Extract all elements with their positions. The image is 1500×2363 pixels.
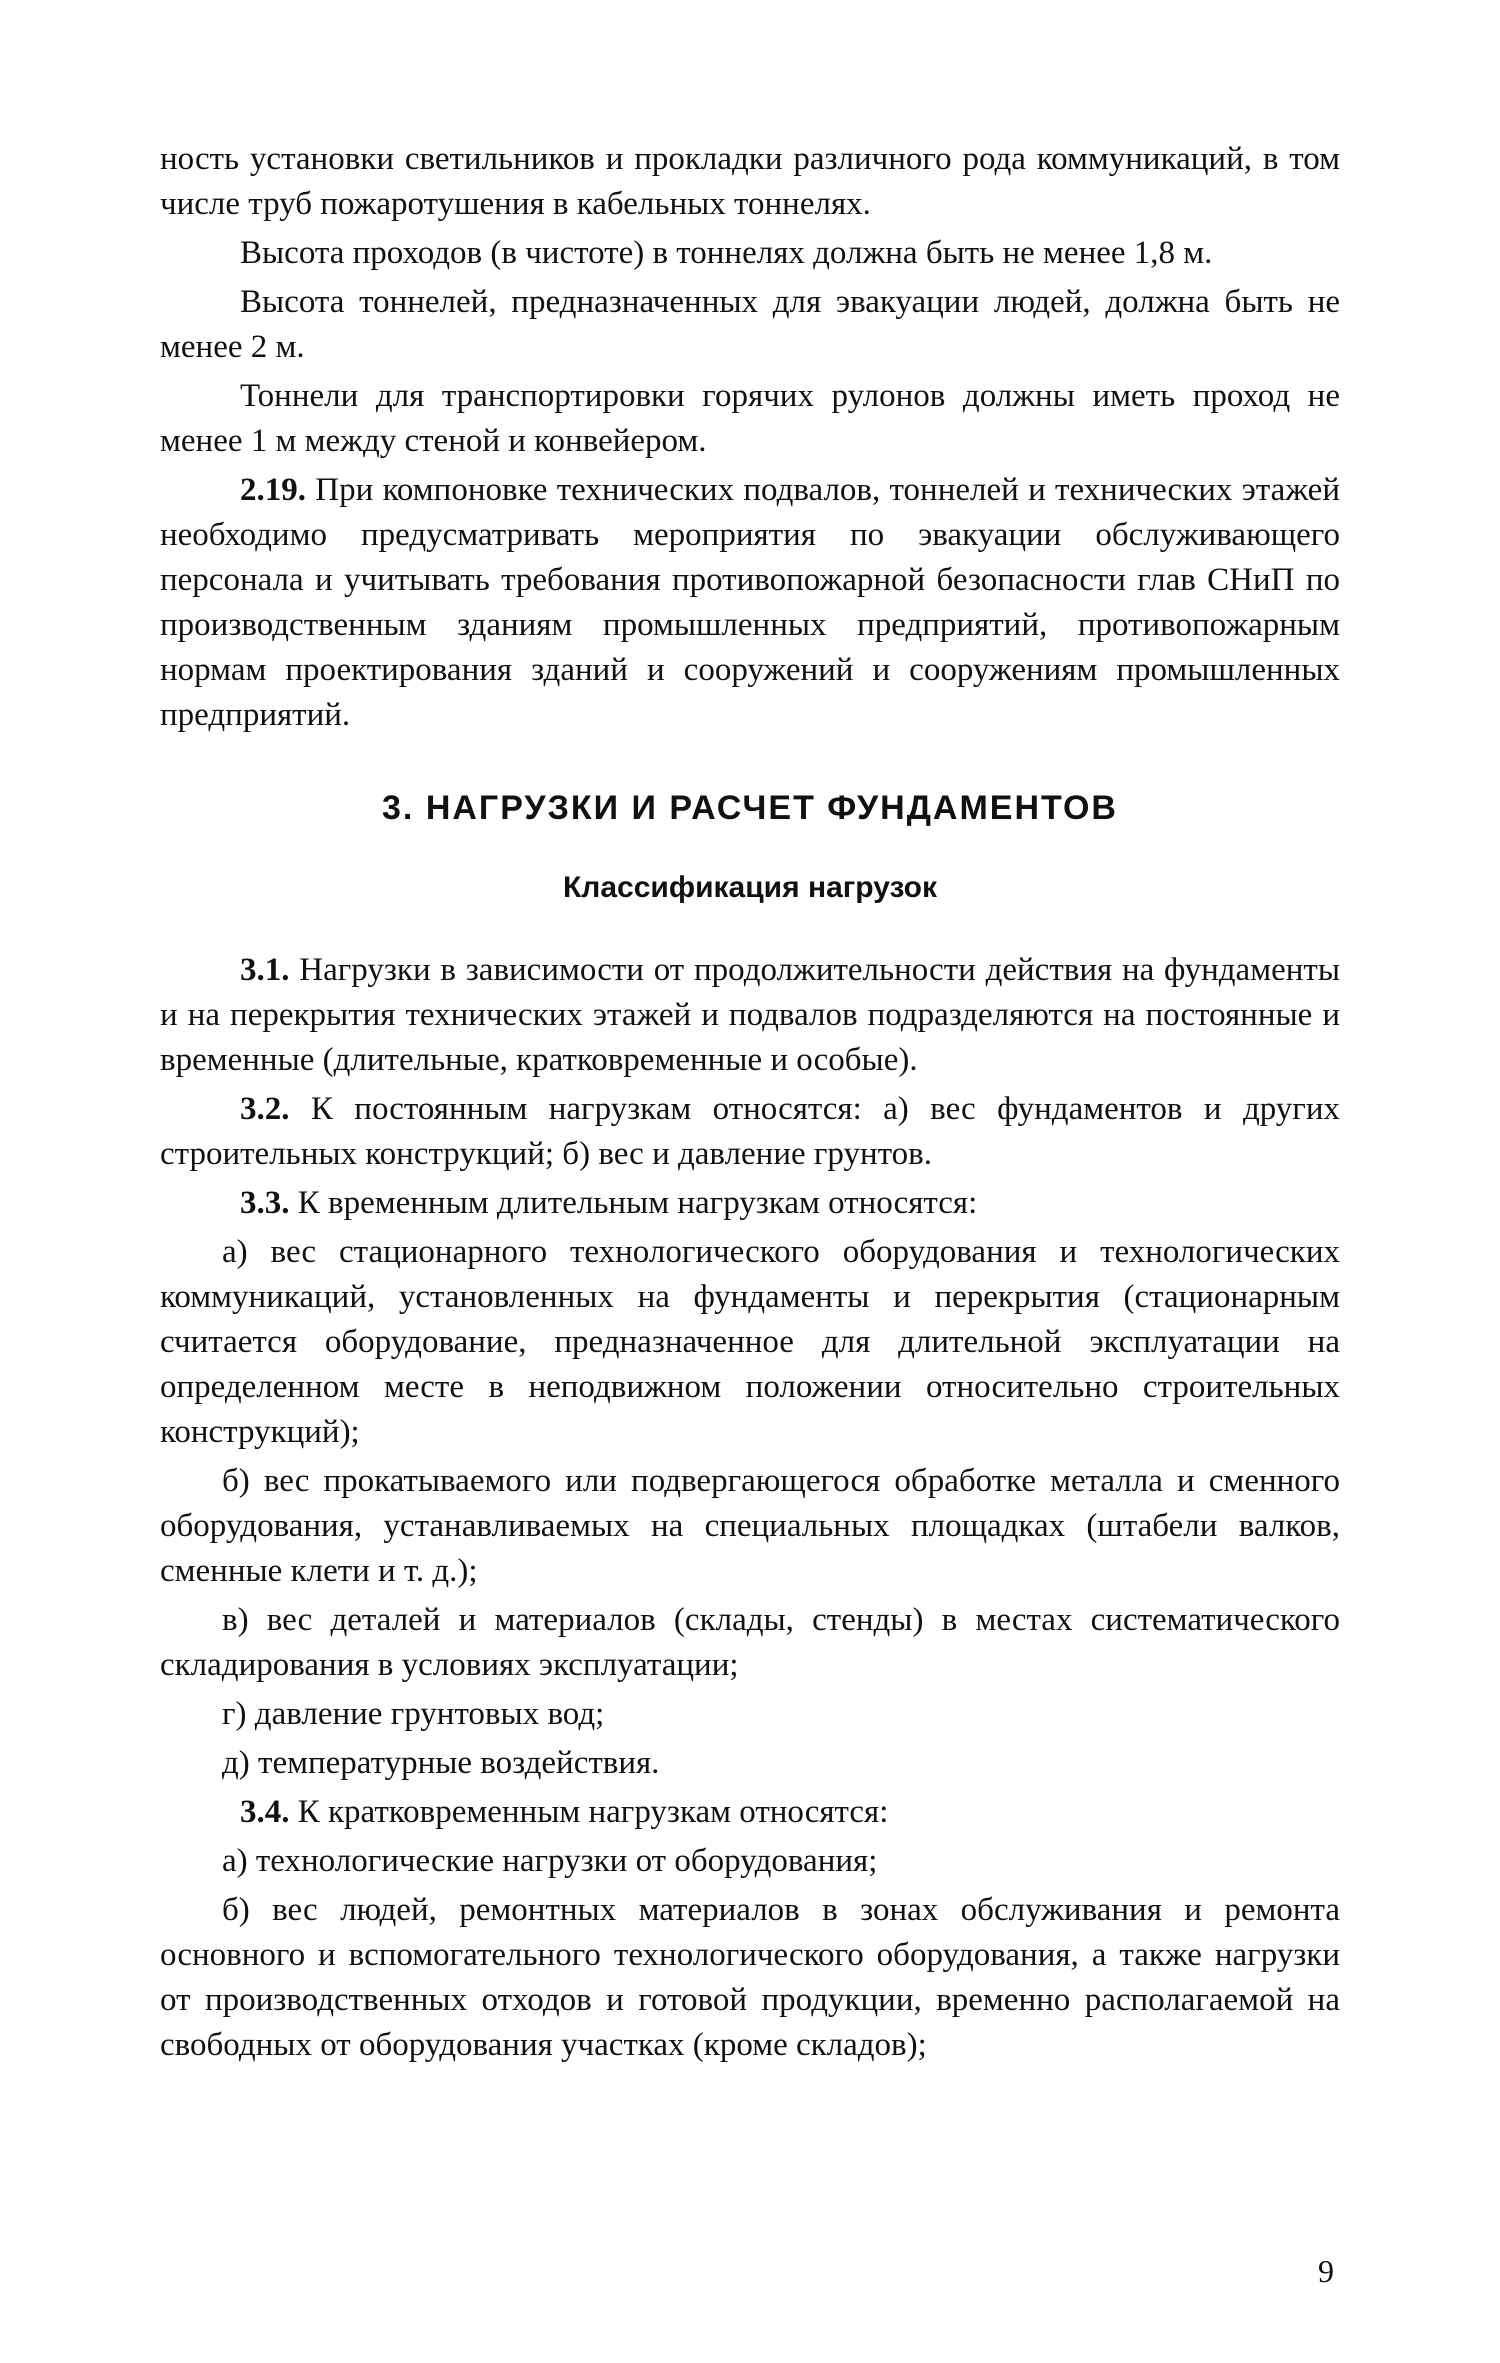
paragraph: ность установки светильников и прокладки различного рода коммуникаций, в том числе труб пожаротушения в кабельных тоннелях. [160, 141, 1340, 222]
list-item: а) вес стационарного технологического оборудования и технологических коммуникаций, установленных на фундаменты и перекрытия (стационарным считается оборудование, предназначенное для длительной эксплуатации на определенном месте в неподвижном положении относительно строительных конструкций); [160, 1234, 1340, 1450]
list-item: г) давление грунтовых вод; [222, 1696, 605, 1732]
clause-number: 3.4. [240, 1794, 290, 1830]
clause-number: 3.3. [240, 1185, 290, 1221]
list-item: в) вес деталей и материалов (склады, стенды) в местах систематического складирования в условиях эксплуатации; [160, 1602, 1340, 1683]
paragraph: Высота проходов (в чистоте) в тоннелях должна быть не менее 1,8 м. [240, 235, 1213, 271]
list-item: д) температурные воздействия. [222, 1745, 660, 1781]
list-item: а) технологические нагрузки от оборудования; [222, 1843, 878, 1879]
clause-3-2 [160, 1087, 1340, 1177]
list-item: б) вес людей, ремонтных материалов в зонах обслуживания и ремонта основного и вспомогательного технологического оборудования, а также нагрузки от производственных отходов и готовой продукции, временно располагаемой на свободных от оборудования участках (кроме складов); [160, 1892, 1340, 2063]
subsection-title: Классификация нагрузок [562, 871, 937, 904]
clause-text: Нагрузки в зависимости от продолжительности действия на фундаменты и на перекрытия технических этажей и подвалов подразделяются на постоянные и временные (длительные, кратковременные и особые). [160, 952, 1340, 1078]
paragraph: Высота тоннелей, предназначенных для эвакуации людей, должна быть не менее 2 м. [160, 284, 1340, 365]
page-number: 9 [1318, 2253, 1334, 2289]
clause-number: 3.1. [240, 952, 290, 988]
clause-text: При компоновке технических подвалов, тоннелей и технических этажей необходимо предусматривать мероприятия по эвакуации обслуживающего персонала и учитывать требования противопожарной безопасности глав СНиП по производственным зданиям промышленных предприятий, противопожарным нормам проектирования зданий и сооружений и сооружениям промышленных предприятий. [160, 472, 1340, 733]
list-item: б) вес прокатываемого или подвергающегося обработке металла и сменного оборудования, устанавливаемых на специальных площадках (штабели валков, сменные клети и т. д.); [160, 1463, 1340, 1589]
clause-number: 3.2. [240, 1091, 290, 1127]
document-page [160, 137, 1340, 2072]
clause-3-4 [160, 1790, 1340, 1835]
clause-3-1 [160, 948, 1340, 1083]
clause-text: К постоянным нагрузкам относятся: а) вес фундаментов и других строительных конструкций; б) вес и давление грунтов. [160, 1091, 1340, 1172]
clause-text: К кратковременным нагрузкам относятся: [289, 1794, 889, 1830]
clause-text: К временным длительным нагрузкам относятся: [289, 1185, 978, 1221]
paragraph: Тоннели для транспортировки горячих рулонов должны иметь проход не менее 1 м между стеной и конвейером. [160, 378, 1340, 459]
clause-3-3 [160, 1181, 1340, 1226]
section-title: 3. НАГРУЗКИ И РАСЧЕТ ФУНДАМЕНТОВ [382, 789, 1118, 827]
clause-number: 2.19. [240, 472, 306, 508]
clause-2-19 [160, 468, 1340, 738]
